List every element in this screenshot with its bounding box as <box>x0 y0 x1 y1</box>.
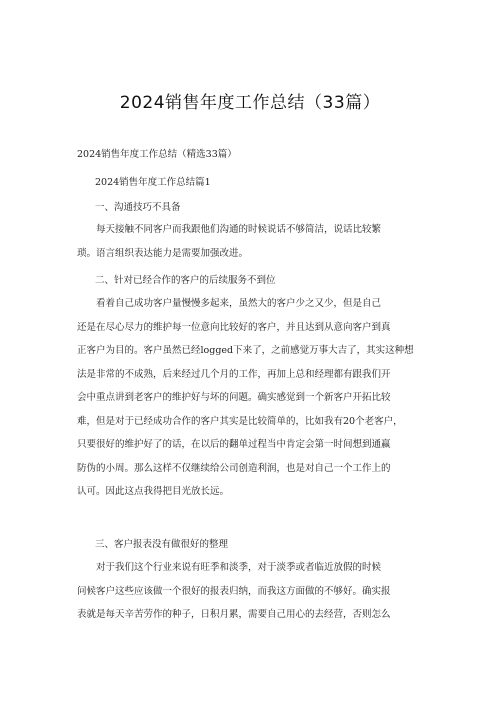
paragraph-line: 正客户为目的。客户虽然已经logged下来了，之前感觉万事大吉了，其实这种想 <box>77 345 414 356</box>
paragraph-line: 还是在尽心尽力的维护每一位意向比较好的客户，并且达到从意向客户到真 <box>77 321 391 333</box>
paragraph-line: 对于我们这个行业来说有旺季和淡季，对于淡季或者临近放假的时候 <box>96 562 382 573</box>
paragraph-line: 法是非常的不成熟，后来经过几个月的工作，再加上总和经理都有跟我们开 <box>77 368 391 380</box>
section-paragraph-2 <box>77 292 427 504</box>
paragraph-line: 只要很好的维护好了的话，在以后的翻单过程当中肯定会第一时间想到通赢 <box>77 439 391 450</box>
section-heading-2: 二、针对已经合作的客户的后续服务不到位 <box>95 275 276 286</box>
paragraph-line: 问候客户这些应该做一个很好的报表归纳，而我这方面做的不够好。确实报 <box>77 585 391 597</box>
document-title: 2024销售年度工作总结（33篇） <box>119 93 381 113</box>
paragraph-line: 每天接触不同客户而我跟他们沟通的时候说话不够简洁，说话比较繁 <box>96 224 382 235</box>
section-heading-3: 三、客户报表没有做很好的整理 <box>95 539 229 550</box>
paragraph-line: 认可。因此这点我得把目光放长远。 <box>77 486 230 497</box>
paragraph-line: 表就是每天辛苦劳作的种子，日积月累，需要自己用心的去经营，否则怎么 <box>77 609 391 620</box>
paragraph-line: 防伪的小周。那么这样不仅继续给公司创造利润，也是对自己一个工作上的 <box>77 462 391 474</box>
paragraph-line: 琐。语言组织表达能力是需要加强改进。 <box>77 247 249 259</box>
section-paragraph-1 <box>77 218 427 265</box>
document-subtitle: 2024销售年度工作总结（精选33篇） <box>77 149 237 160</box>
section-paragraph-3 <box>77 556 427 627</box>
section-heading-1: 一、沟通技巧不具备 <box>95 202 181 213</box>
paragraph-line: 看着自己成功客户量慢慢多起来，虽然大的客户少之又少，但是自己 <box>96 298 382 309</box>
paragraph-line: 会中重点讲到老客户的维护好与坏的问题。确实感觉到一个新客户开拓比较 <box>77 392 391 403</box>
article-title: 2024销售年度工作总结篇1 <box>95 177 211 188</box>
paragraph-line: 难，但是对于已经成功合作的客户其实是比较简单的，比如我有20个老客户， <box>77 415 403 427</box>
